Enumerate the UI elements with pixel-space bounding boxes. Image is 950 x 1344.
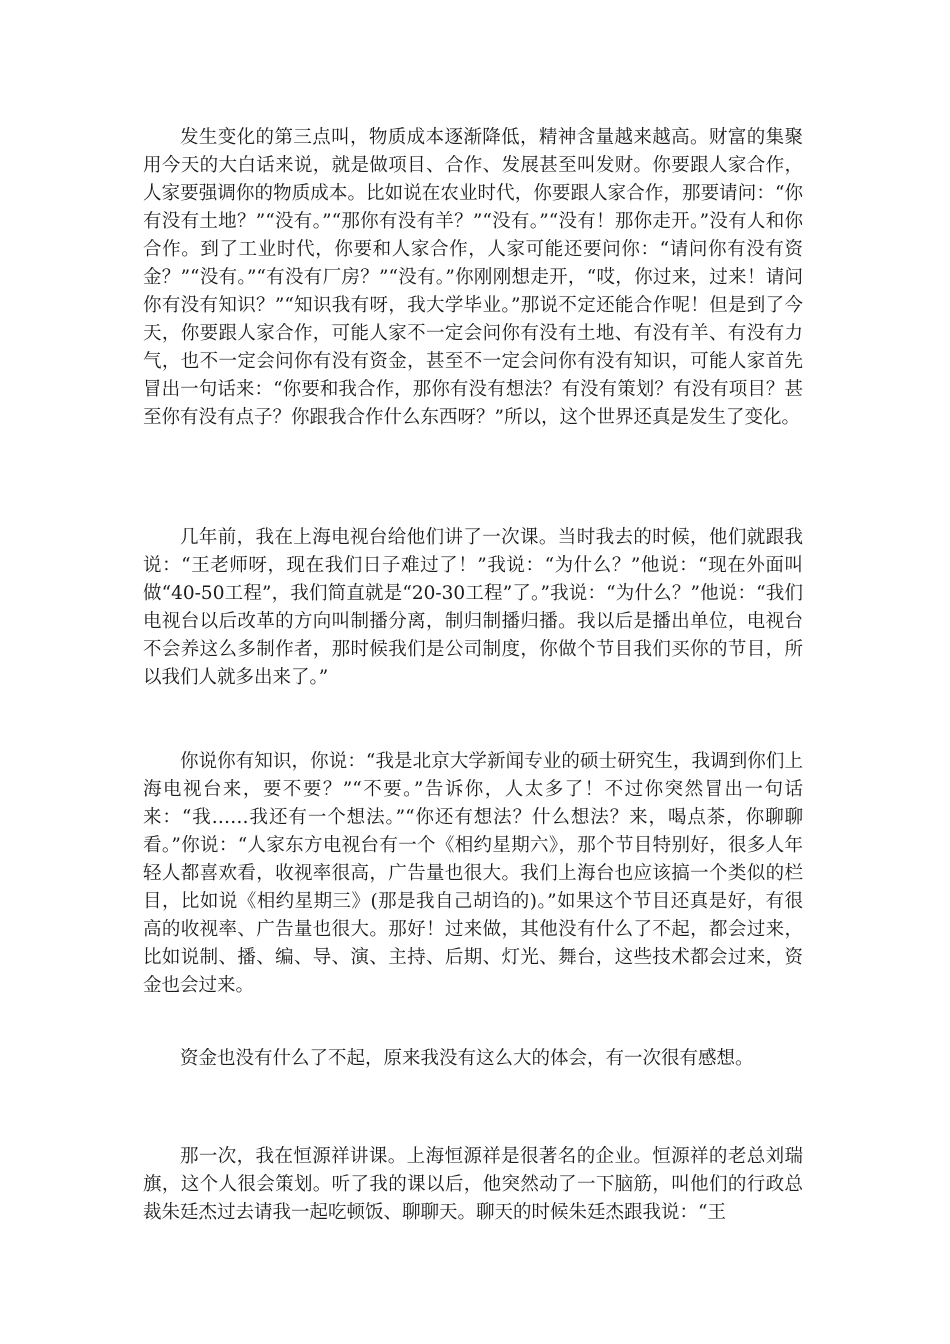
paragraph-hengyuanxiang: 那一次，我在恒源祥讲课。上海恒源祥是很著名的企业。恒源祥的老总刘瑞旗，这个人很会策划。听了我的课以后，他突然动了一下脑筋，叫他们的行政总裁朱廷杰过去请我一起吃顿饭、聊聊天。聊天的时候朱廷杰跟我说：“王 — [143, 1146, 803, 1223]
paragraph-funding: 资金也没有什么了不起，原来我没有这么大的体会，有一次很有感想。 — [180, 1048, 754, 1069]
paragraph-knowledge-idea: 你说你有知识，你说：“我是北京大学新闻专业的硕士研究生，我调到你们上海电视台来，要不要？”“不要。”告诉你，人太多了！不过你突然冒出一句话来：“我……我还有一个想法。”“你还有想法？什么想法？来，喝点茶，你聊聊看。”你说：“人家东方电视台有一个《相约星期六》，那个节目特别好，很多人年轻人都喜欢看，收视率很高，广告量也很大。我们上海台也应该搞一个类似的栏目，比如说《相约星期三》(那是我自己胡诌的)。”如果这个节目还真是好，有很高的收视率、广告量也很大。那好！过来做，其他没有什么了不起，都会过来，比如说制、播、编、导、演、主持、后期、灯光、舞台，这些技术都会过来，资金也会过来。 — [143, 751, 803, 996]
paragraph-material-cost: 发生变化的第三点叫，物质成本逐渐降低，精神含量越来越高。财富的集聚用今天的大白话来说，就是做项目、合作、发展甚至叫发财。你要跟人家合作，人家要强调你的物质成本。比如说在农业时代，你要跟人家合作，那要请问：“你有没有土地？”“没有。”“那你有没有羊？”“没有。”“没有！那你走开。”没有人和你合作。到了工业时代，你要和人家合作，人家可能还要问你：“请问你有没有资金？”“没有。”“有没有厂房？”“没有。”你刚刚想走开，“哎，你过来，过来！请问你有没有知识？”“知识我有呀，我大学毕业。”那说不定还能合作呢！但是到了今天，你要跟人家合作，可能人家不一定会问你有没有土地、有没有羊、有没有力气，也不一定会问你有没有资金，甚至不一定会问你有没有知识，可能人家首先冒出一句话来：“你要和我合作，那你有没有想法？有没有策划？有没有项目？甚至你有没有点子？你跟我合作什么东西呀？”所以，这个世界还真是发生了变化。 — [143, 127, 803, 428]
paragraph-shanghai-tv: 几年前，我在上海电视台给他们讲了一次课。当时我去的时候，他们就跟我说：“王老师呀，现在我们日子难过了！”我说：“为什么？”他说：“现在外面叫做“40-50工程”，我们简直就是“20-30工程”了。”我说：“为什么？”他说：“我们电视台以后改革的方向叫制播分离，制归制播归播。我以后是播出单位，电视台不会养这么多制作者，那时候我们是公司制度，你做个节目我们买你的节目，所以我们人就多出来了。” — [143, 527, 803, 688]
